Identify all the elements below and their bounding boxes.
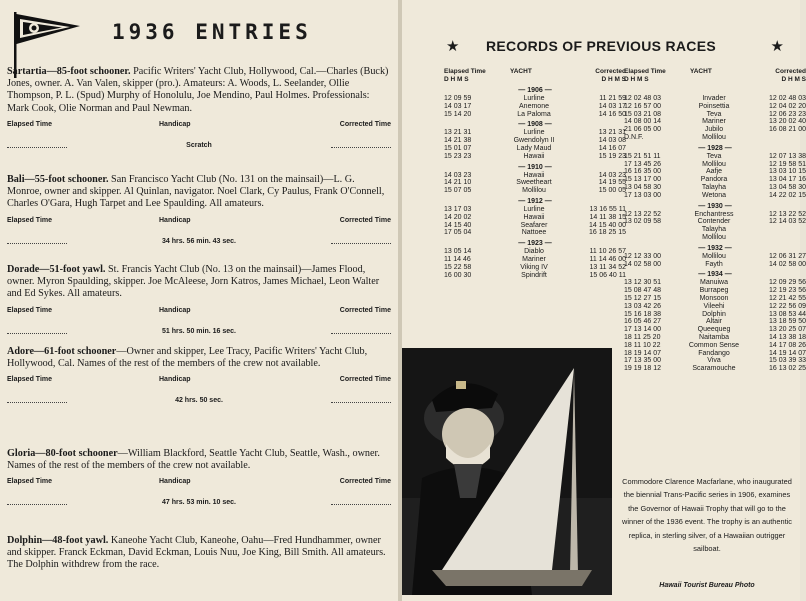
- entry-gloria: [7, 448, 391, 510]
- yacht-name: Gwendolyn II: [513, 137, 555, 145]
- yacht-name: Lady Maud: [516, 144, 552, 152]
- handicap-label: Handicap: [159, 120, 191, 128]
- entry-details: —William Blackford, Seattle Yacht Club, Seattle, Wash., owner. Names of the rest of the members of the crew not available.: [7, 448, 380, 472]
- corrected-time: 13 20 02 40: [769, 118, 806, 126]
- records-page: [402, 0, 806, 601]
- corrected-time: 16 13 02 25: [769, 365, 806, 373]
- yacht-name: Mollilou: [702, 252, 726, 260]
- corrected-time: 13 08 53 44: [769, 310, 806, 318]
- yacht-name: Mariner: [702, 118, 726, 126]
- yacht-name: Lurline: [523, 205, 545, 213]
- record-row: [624, 161, 806, 169]
- entry-name: Bali—55-foot schooner.: [7, 174, 109, 185]
- entry-details: —Owner and skipper, Lee Tracy, Pacific Writers' Yacht Club, Hollywood, Cal. Names of the rest of the members of the crew not available.: [7, 346, 368, 370]
- corrected-time: 13 11 34 52: [589, 263, 626, 271]
- corrected-time: 14 15 40 00: [589, 221, 626, 229]
- elapsed-time: 12 09 59: [444, 95, 472, 102]
- corrected-time: 12 14 03 52: [769, 218, 806, 226]
- race-year: — 1923 —: [518, 240, 552, 248]
- elapsed-time-label: Elapsed Time: [7, 376, 53, 384]
- yacht-name: Mollilou: [702, 160, 726, 168]
- elapsed-time: 13 12 30 51: [624, 279, 661, 287]
- entry-details: Pacific Writers' Yacht Club, Hollywood, Cal.—Charles (Buck) Jones, owner. A. Van Valen, skipper (pro.). Amateurs: A. Woods, L. Seelander, Ollie Thompson, P. L. (Spud) Murphy of Honolulu, Joe Mendino, Paul Holmes. Professionals: Mark Cook, Olie Norman and Paul Newman.: [7, 66, 389, 114]
- corrected-blank: [331, 333, 391, 334]
- time-row: [7, 394, 391, 408]
- record-row: [624, 218, 806, 226]
- record-row: [624, 253, 806, 261]
- record-row: [624, 342, 806, 350]
- time-headings: [7, 307, 391, 319]
- elapsed-time-label: Elapsed Time: [7, 478, 53, 486]
- yacht-name: Lurline: [523, 129, 545, 137]
- handicap-label: Handicap: [159, 478, 191, 486]
- yacht-name: La Paloma: [517, 110, 551, 118]
- yacht-name: Sweetheart: [516, 179, 552, 187]
- corrected-time: 14 16 50: [598, 110, 626, 118]
- corrected-time: 14 03 23: [598, 171, 626, 179]
- dhms-label: D H M S: [601, 76, 626, 83]
- entry-name: Gloria—80-foot schooner: [7, 448, 118, 459]
- corrected-time: 14 03 08: [598, 137, 626, 145]
- entry-description: [7, 264, 391, 301]
- yacht-heading: YACHT: [510, 68, 532, 75]
- yacht-name: Queequeg: [697, 326, 731, 334]
- record-row: [624, 176, 806, 184]
- yacht-name: Talayha: [701, 226, 727, 234]
- record-row: [444, 95, 626, 103]
- corrected-time: 12 06 23 23: [769, 110, 806, 118]
- corrected-time: 14 03 17: [598, 102, 626, 110]
- corrected-time: 12 07 13 38: [769, 152, 806, 160]
- corrected-blank: [331, 504, 391, 505]
- corrected-time: 16 08 21 00: [769, 126, 806, 134]
- entry-details: San Francisco Yacht Club (No. 131 on the mainsail)—L. G. Monroe, owner and skipper. Al Quinlan, navigator. Noel Clark, Cy Paulus, Frank O'Connell, Charles O'Gara, Hugh Tarpet and Lee Spaulding. All amateurs.: [7, 174, 385, 210]
- record-row: [444, 111, 626, 119]
- elapsed-time: 14 15 40: [444, 221, 472, 229]
- elapsed-time: 14 03 23: [444, 171, 472, 179]
- corrected-time: 14 22 02 15: [769, 191, 806, 199]
- record-row: [624, 311, 806, 319]
- race-year: — 1906 —: [518, 87, 552, 94]
- yacht-name: Naitamba: [699, 333, 729, 341]
- elapsed-time-heading: [624, 68, 676, 84]
- entry-name: Dorade—51-foot yawl.: [7, 264, 106, 275]
- elapsed-time: 18 11 10 22: [624, 341, 661, 349]
- yacht-name: Talayha: [701, 183, 727, 191]
- record-row: [444, 214, 626, 222]
- photo-illustration: [402, 348, 612, 595]
- yacht-name: Viva: [707, 357, 721, 365]
- record-row: [624, 184, 806, 192]
- corrected-time: 13 16 55 11: [589, 205, 626, 213]
- record-row: [444, 248, 626, 256]
- corrected-time: 12 19 23 56: [769, 287, 806, 295]
- record-row: [624, 226, 806, 234]
- corrected-blank: [331, 147, 391, 148]
- elapsed-time: 21 06 05 00: [624, 126, 661, 134]
- elapsed-time: 15 16 18 38: [624, 310, 661, 318]
- elapsed-time: 15 08 47 48: [624, 287, 661, 295]
- yacht-name: Common Sense: [688, 341, 740, 349]
- corrected-time-label: Corrected Time: [339, 216, 391, 224]
- elapsed-time-label: Elapsed Time: [7, 216, 53, 224]
- elapsed-time: 16 00 30: [444, 271, 472, 279]
- elapsed-time: 15 12 27 15: [624, 294, 661, 302]
- handicap-value: 42 hrs. 50 sec.: [175, 397, 223, 405]
- corrected-blank: [331, 243, 391, 244]
- handicap-label: Handicap: [159, 216, 191, 224]
- race-year: — 1908 —: [518, 121, 552, 129]
- record-row: [444, 264, 626, 272]
- star-icon: ★: [770, 39, 784, 55]
- elapsed-time: D.N.F.: [624, 133, 644, 141]
- dhms-label: D H M S: [781, 76, 806, 83]
- record-row: [624, 134, 806, 142]
- corrected-time: 13 20 25 07: [769, 326, 806, 334]
- elapsed-time: 15 21 51 11: [624, 152, 661, 160]
- photo-credit: Hawaii Tourist Bureau Photo: [659, 582, 755, 589]
- corrected-time: 11 10 26 57: [589, 248, 626, 256]
- elapsed-time: 19 19 18 12: [624, 365, 661, 373]
- yacht-name: Seafarer: [520, 221, 548, 229]
- elapsed-time: 17 13 45 26: [624, 160, 661, 168]
- yacht-name: Hawaii: [523, 213, 545, 221]
- entry-description: [7, 448, 391, 472]
- record-row: [444, 145, 626, 153]
- corrected-time: 13 04 17 16: [769, 176, 806, 184]
- record-row: [444, 272, 626, 280]
- yacht-heading: YACHT: [690, 68, 712, 75]
- record-row: [624, 95, 806, 103]
- race-year: — 1934 —: [698, 271, 732, 279]
- corrected-time: 12 19 58 51: [769, 160, 806, 168]
- corrected-time: 12 13 22 52: [769, 210, 806, 218]
- corrected-time: 14 13 38 18: [769, 333, 806, 341]
- elapsed-time: 12 02 48 03: [624, 95, 661, 102]
- yacht-name: Dolphin: [702, 310, 726, 318]
- record-row: [444, 137, 626, 145]
- elapsed-time: 17 05 04: [444, 229, 472, 237]
- elapsed-time: 13 02 09 58: [624, 218, 661, 226]
- entry-description: [7, 174, 391, 211]
- entry-dorade: [7, 264, 391, 339]
- entry-name: Dolphin—48-foot yawl.: [7, 535, 109, 546]
- time-headings: [7, 121, 391, 133]
- elapsed-time: 12 12 33 00: [624, 252, 661, 260]
- elapsed-time-label: Elapsed Time: [7, 306, 53, 314]
- elapsed-time: 15 07 05: [444, 187, 472, 195]
- yacht-name: Fayth: [705, 260, 723, 268]
- yacht-name: Manuiwa: [699, 279, 728, 287]
- race-year: — 1930 —: [698, 202, 732, 210]
- corrected-time: 15 06 40 11: [589, 271, 626, 279]
- corrected-time-label: Corrected Time: [339, 478, 391, 486]
- corrected-time-label: Corrected Time: [339, 306, 391, 314]
- record-row: [624, 111, 806, 119]
- records-column-left: [444, 68, 626, 279]
- entry-details: St. Francis Yacht Club (No. 13 on the mainsail)—James Flood, owner. Myron Spaulding, skipper. Joe McAleese, Jorn Katros, James Michael, Leon Walter and Ed Sykes. All amateurs.: [7, 264, 380, 300]
- yacht-name: Altair: [706, 318, 722, 326]
- record-row: [624, 279, 806, 287]
- time-row: [7, 235, 391, 249]
- yacht-name: Diablo: [524, 248, 544, 256]
- time-row: [7, 139, 391, 153]
- corrected-time: 12 09 29 56: [769, 279, 806, 287]
- yacht-name: Monsoon: [699, 294, 729, 302]
- yacht-name: Viking IV: [520, 263, 548, 271]
- yacht-name: Anemone: [519, 102, 549, 110]
- corrected-time: 12 21 42 55: [769, 294, 806, 302]
- yacht-name: Burrapeg: [699, 287, 729, 295]
- elapsed-time-heading: [444, 68, 496, 84]
- dhms-label: D H M S: [624, 76, 649, 83]
- elapsed-time: 14 02 58 00: [624, 260, 661, 268]
- race-year: — 1912 —: [518, 197, 552, 205]
- entry-description: [7, 346, 391, 370]
- record-row: [624, 153, 806, 161]
- record-row: [624, 318, 806, 326]
- record-row: [444, 172, 626, 180]
- yacht-name: Invader: [702, 95, 726, 102]
- yacht-name: Teva: [706, 152, 722, 160]
- corrected-time: 15 19 23: [598, 152, 626, 160]
- elapsed-time: 14 08 00 14: [624, 118, 661, 126]
- column-header: [444, 68, 626, 84]
- corrected-time: 15 00 05: [598, 187, 626, 195]
- record-row: [624, 350, 806, 358]
- time-headings: [7, 217, 391, 229]
- corrected-time-label: Corrected Time: [339, 120, 391, 128]
- dhms-label: D H M S: [444, 76, 469, 83]
- corrected-time: 14 19 55: [598, 179, 626, 187]
- race-year-blank: [624, 86, 806, 95]
- yacht-name: Hawaii: [523, 152, 545, 160]
- elapsed-time-label: Elapsed Time: [624, 68, 666, 75]
- elapsed-time: 14 21 10: [444, 179, 472, 187]
- record-row: [624, 192, 806, 200]
- elapsed-time: 17 13 03 00: [624, 191, 661, 199]
- elapsed-time: 12 16 57 00: [624, 102, 661, 110]
- elapsed-time: 17 13 14 00: [624, 326, 661, 334]
- corrected-label: Corrected: [775, 68, 806, 75]
- record-row: [624, 168, 806, 176]
- elapsed-time: 15 23 23: [444, 152, 472, 160]
- yacht-name: Hawaii: [523, 171, 545, 179]
- corrected-time: 16 18 25 15: [589, 229, 626, 237]
- handicap-value: 47 hrs. 53 min. 10 sec.: [162, 499, 236, 507]
- record-row: [444, 103, 626, 111]
- elapsed-time-label: Elapsed Time: [444, 68, 486, 75]
- corrected-time: 11 14 46 00: [589, 255, 626, 263]
- elapsed-time: 12 13 22 52: [624, 210, 661, 218]
- yacht-name: Poinsettia: [698, 102, 730, 110]
- time-row: [7, 325, 391, 339]
- record-row: [444, 229, 626, 237]
- race-year: — 1910 —: [518, 163, 552, 171]
- corrected-time: 14 02 58 00: [769, 260, 806, 268]
- record-row: [444, 153, 626, 161]
- records-title: RECORDS OF PREVIOUS RACES: [486, 38, 716, 54]
- yacht-name: Enchantress: [694, 210, 734, 218]
- record-row: [624, 326, 806, 334]
- entry-name: Sartartia—85-foot schooner.: [7, 66, 131, 77]
- record-row: [444, 222, 626, 230]
- entry-dolphin: [7, 535, 391, 572]
- yacht-name: Mollilou: [522, 187, 546, 195]
- corrected-time: 11 21 59: [599, 95, 626, 102]
- elapsed-time-label: Elapsed Time: [7, 120, 53, 128]
- corrected-time: 14 11 38 15: [589, 213, 626, 221]
- yacht-name: Wetona: [702, 191, 726, 199]
- race-year: — 1928 —: [698, 144, 732, 152]
- record-row: [444, 206, 626, 214]
- elapsed-time: 15 01 07: [444, 144, 472, 152]
- entry-adore: [7, 346, 391, 408]
- corrected-time: 13 21 31: [598, 129, 626, 137]
- elapsed-time: 13 17 03: [444, 205, 472, 213]
- entry-description: [7, 535, 391, 572]
- record-row: [624, 261, 806, 269]
- yacht-name: Jubilo: [704, 126, 724, 134]
- corrected-time-heading: [775, 68, 806, 84]
- page-title: 1936 ENTRIES: [112, 20, 312, 44]
- record-row: [624, 126, 806, 134]
- elapsed-time: 15 03 21 08: [624, 110, 661, 118]
- race-year: — 1932 —: [698, 244, 732, 252]
- record-row: [624, 357, 806, 365]
- corrected-time-heading: [595, 68, 626, 84]
- handicap-value: 51 hrs. 50 min. 16 sec.: [162, 327, 236, 335]
- elapsed-time: 14 21 38: [444, 137, 472, 145]
- photo-caption: Commodore Clarence Macfarlane, who inaugurated the biennial Trans-Pacific series in 1906, examines the Governor of Hawaii Trophy that will go to the winner of the 1936 event. The trophy is an authentic replica, in sterling silver, of a Hawaiian outrigger sailboat.: [622, 477, 792, 554]
- yacht-name: Spindrift: [521, 271, 547, 279]
- corrected-label: Corrected: [595, 68, 626, 75]
- record-row: [444, 179, 626, 187]
- handicap-value: 34 hrs. 56 min. 43 sec.: [162, 237, 236, 245]
- corrected-time: 15 03 39 33: [769, 357, 806, 365]
- entry-details: Kaneohe Yacht Club, Kaneohe, Oahu—Fred Hundhammer, owner and skipper. Franck Eckman, David Eckman, Louis Nuu, Joe King, Bill Smith. All amateurs. The Dolphin withdrew from the race.: [7, 535, 386, 571]
- record-row: [444, 256, 626, 264]
- elapsed-time: 14 03 17: [444, 102, 472, 110]
- handicap-label: Handicap: [159, 376, 191, 384]
- elapsed-time: 13 05 14: [444, 248, 472, 256]
- yacht-name: Vileehi: [703, 302, 725, 310]
- corrected-time: 14 17 08 26: [769, 341, 806, 349]
- commodore-trophy-photo: [402, 348, 612, 595]
- record-row: [624, 287, 806, 295]
- record-row: [444, 187, 626, 195]
- corrected-time-label: Corrected Time: [339, 376, 391, 384]
- yacht-name: Fandango: [698, 349, 730, 357]
- yacht-name: Mollilou: [702, 133, 726, 141]
- record-row: [624, 118, 806, 126]
- elapsed-time: 16 16 35 00: [624, 168, 661, 176]
- entry-description: [7, 66, 391, 115]
- elapsed-time: 13 03 42 26: [624, 302, 661, 310]
- corrected-time: 13 04 58 30: [769, 183, 806, 191]
- entries-page: [0, 0, 398, 601]
- elapsed-time: 13 21 31: [444, 129, 472, 137]
- elapsed-time: 15 13 17 00: [624, 176, 661, 184]
- time-row: [7, 496, 391, 510]
- record-row: [444, 129, 626, 137]
- elapsed-time: 14 20 02: [444, 213, 472, 221]
- elapsed-time: 15 14 20: [444, 110, 472, 118]
- corrected-time: 12 04 02 20: [769, 102, 806, 110]
- entry-name: Adore—61-foot schooner: [7, 346, 117, 357]
- elapsed-time: 15 22 58: [444, 263, 472, 271]
- elapsed-time: 11 14 46: [444, 255, 471, 263]
- record-row: [624, 295, 806, 303]
- corrected-blank: [331, 402, 391, 403]
- handicap-value: Scratch: [186, 141, 212, 149]
- handicap-label: Handicap: [159, 306, 191, 314]
- yacht-name: Lurline: [523, 95, 545, 102]
- yacht-name: Teva: [706, 110, 722, 118]
- yacht-name: Scaramouche: [692, 365, 736, 373]
- elapsed-time: 18 11 25 20: [624, 333, 661, 341]
- corrected-time: 13 18 59 50: [769, 318, 806, 326]
- yacht-name: Pandora: [700, 176, 728, 184]
- record-row: [624, 234, 806, 242]
- record-row: [624, 365, 806, 373]
- star-icon: ★: [446, 39, 460, 55]
- corrected-time: 12 06 31 27: [769, 252, 806, 260]
- corrected-time: 12 22 56 09: [769, 302, 806, 310]
- records-column-right: [624, 68, 806, 373]
- time-headings: [7, 478, 391, 490]
- corrected-time: 13 03 10 15: [769, 168, 806, 176]
- corrected-time: 14 16 07: [598, 144, 626, 152]
- record-row: [624, 211, 806, 219]
- elapsed-time: 18 19 14 07: [624, 349, 661, 357]
- elapsed-time: 16 05 46 27: [624, 318, 661, 326]
- elapsed-time: 17 13 35 00: [624, 357, 661, 365]
- record-row: [624, 103, 806, 111]
- time-headings: [7, 376, 391, 388]
- corrected-time: 14 19 14 07: [769, 349, 806, 357]
- yacht-name: Mollilou: [702, 233, 726, 241]
- yacht-name: Mariner: [522, 255, 546, 263]
- yacht-name: Contender: [697, 218, 731, 226]
- record-row: [624, 303, 806, 311]
- yacht-name: Aafje: [706, 168, 722, 176]
- entry-sartartia: [7, 66, 391, 153]
- yacht-name: Nattoee: [521, 229, 547, 237]
- elapsed-time: 13 04 58 30: [624, 183, 661, 191]
- record-row: [624, 334, 806, 342]
- entry-bali: [7, 174, 391, 249]
- column-header: [624, 68, 806, 84]
- corrected-time: 12 02 48 03: [769, 95, 806, 102]
